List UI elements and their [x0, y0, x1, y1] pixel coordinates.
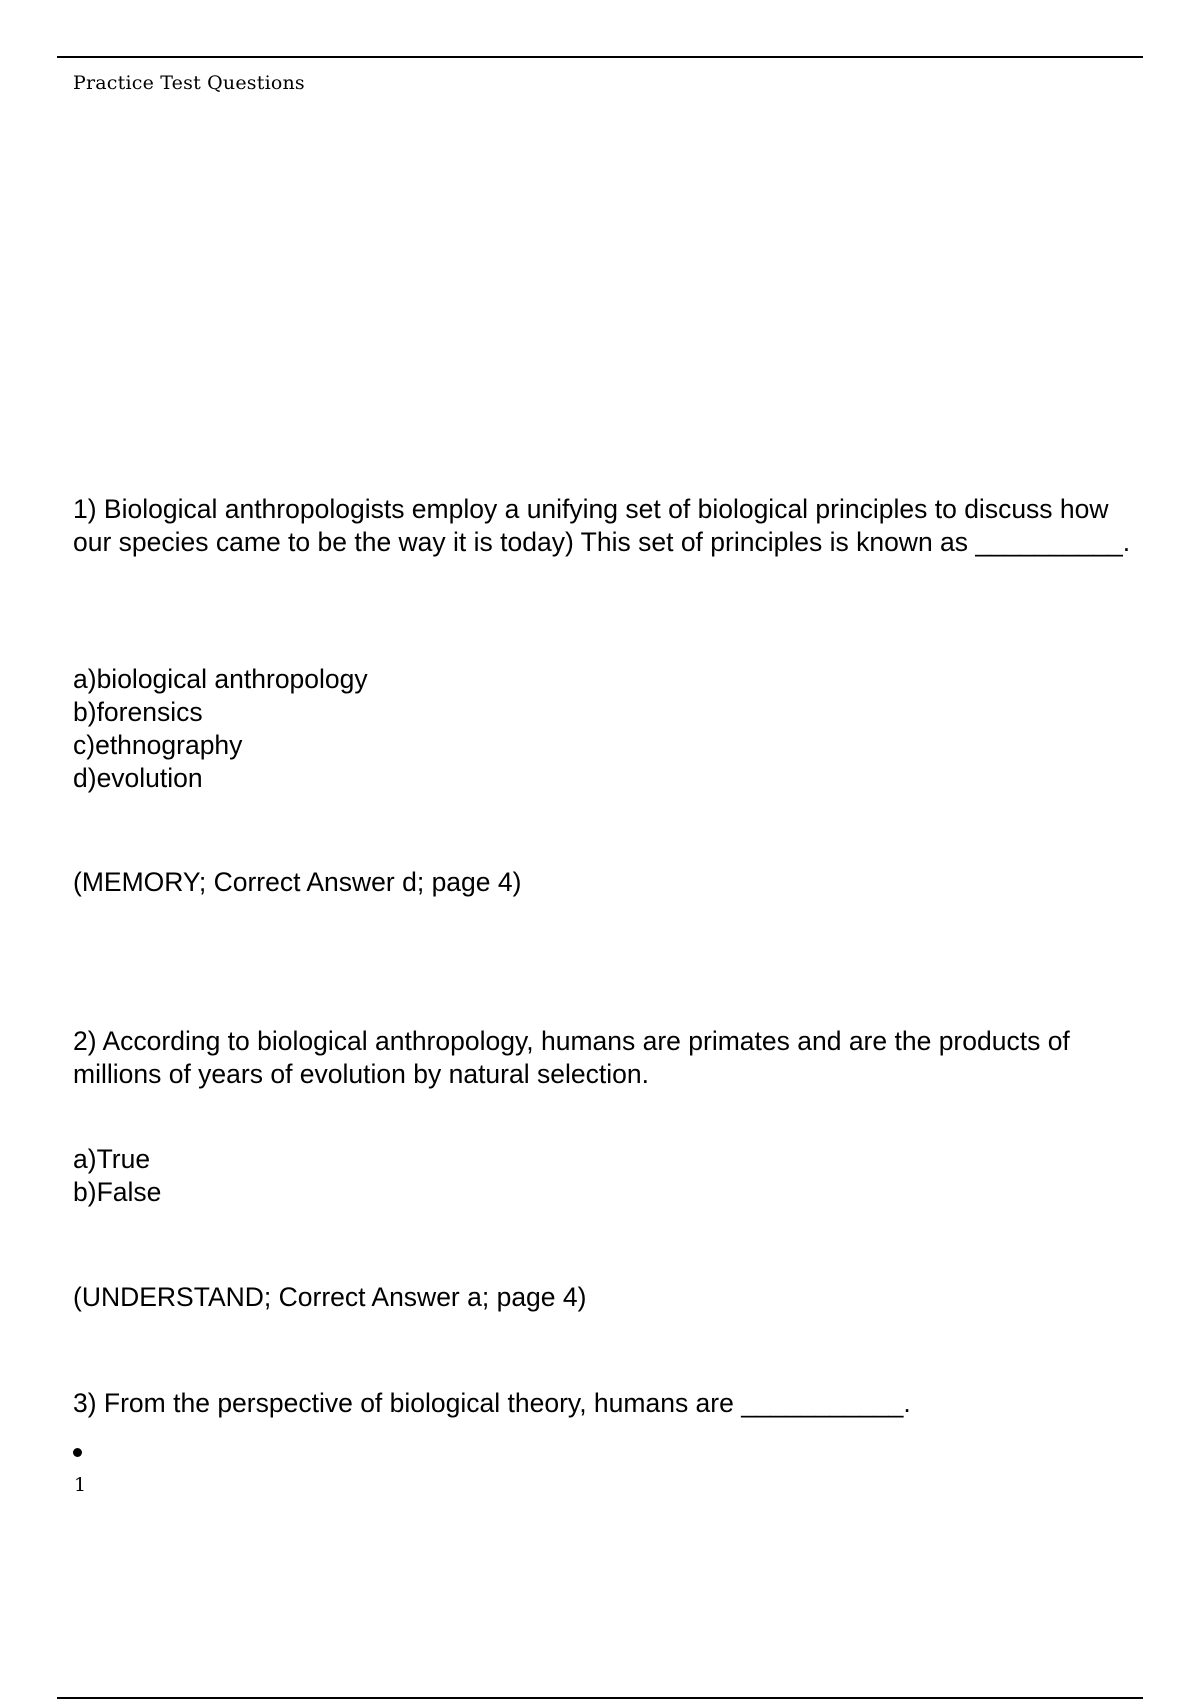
page-number: 1 [74, 1474, 87, 1496]
question-3-text: 3) From the perspective of biological theory, humans are ___________. [73, 1388, 911, 1418]
question-1-option-d: d)evolution [73, 763, 203, 793]
question-1-option-b: b)forensics [73, 697, 203, 727]
question-1-text: 1) Biological anthropologists employ a unifying set of biological principles to discuss how our species came to be the way it is today) This set of principles is known as __________. [73, 494, 1131, 557]
question-1-option-c: c)ethnography [73, 730, 243, 760]
document-header-title: Practice Test Questions [73, 72, 305, 94]
question-2-options [73, 1143, 1153, 1209]
question-2-text: 2) According to biological anthropology, humans are primates and are the products of millions of years of evolution by natural selection. [73, 1026, 1070, 1089]
top-divider [57, 56, 1143, 58]
question-2-option-a: a)True [73, 1144, 151, 1174]
bottom-divider [57, 1697, 1143, 1699]
question-1-answer-note: (MEMORY; Correct Answer d; page 4) [73, 867, 522, 897]
question-1-option-a: a)biological anthropology [73, 664, 368, 694]
question-1-options [73, 663, 1153, 795]
question-2-answer-note: (UNDERSTAND; Correct Answer a; page 4) [73, 1282, 587, 1312]
bullet-icon [73, 1448, 82, 1457]
question-2-option-b: b)False [73, 1177, 162, 1207]
